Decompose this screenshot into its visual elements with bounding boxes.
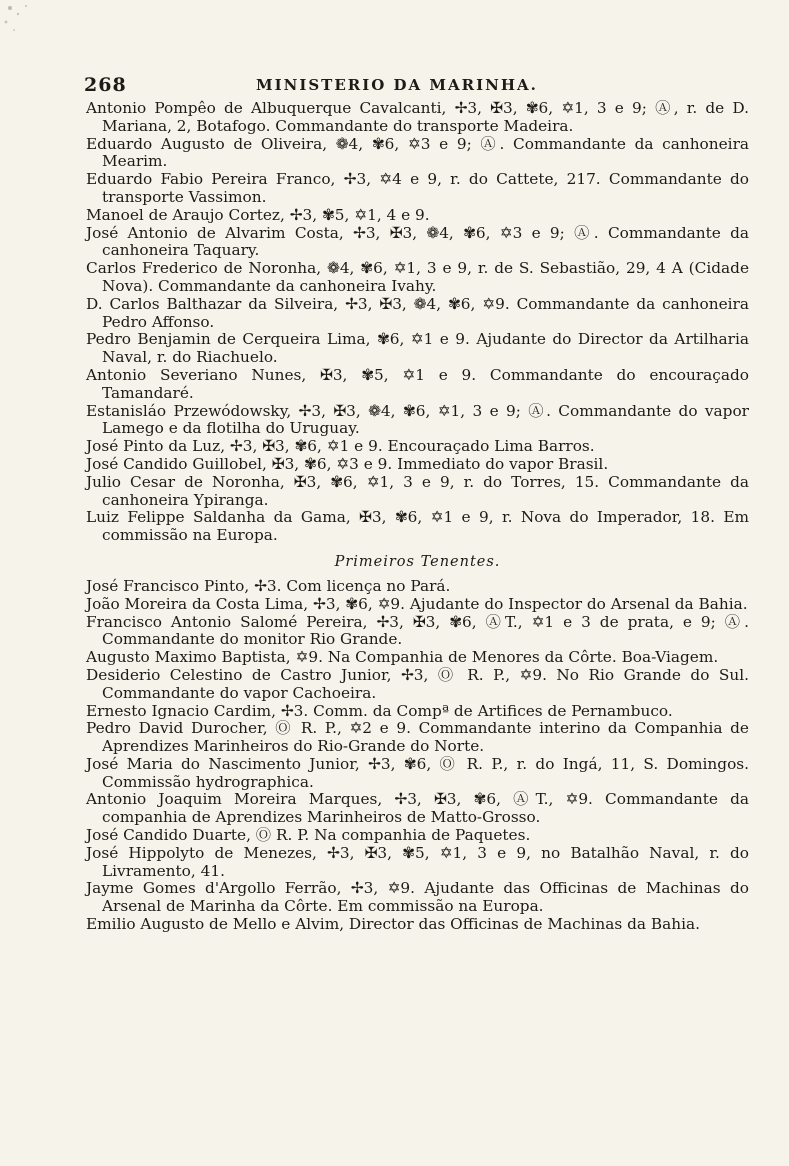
list-item: Julio Cesar de Noronha, ✠3, ✾6, ✡1, 3 e 9, r. do Torres, 15. Commandante da canhoneira Ypiranga. xyxy=(86,472,749,509)
section-title: Primeiros Tenentes. xyxy=(334,553,501,570)
list-item: Luiz Felippe Saldanha da Gama, ✠3, ✾6, ✡1 e 9, r. Nova do Imperador, 18. Em commissão na Europa. xyxy=(86,508,749,545)
list-item: Carlos Frederico de Noronha, ❁4, ✾6, ✡1, 3 e 9, r. de S. Sebastião, 29, 4 A (Cidade Nova). Commandante da canhoneira Ivahy. xyxy=(86,259,749,295)
list-item: Pedro David Durocher, Ⓞ R. P., ✡2 e 9. Commandante interino da Companhia de Aprendizes Marinheiros do Rio-Grande do Norte. xyxy=(86,719,749,756)
officer-list-top xyxy=(86,100,749,545)
list-item: Francisco Antonio Salomé Pereira, ✢3, ✠3, ✾6, ⒶT., ✡1 e 3 de prata, e 9; Ⓐ. Commandante do monitor Rio Grande. xyxy=(86,612,749,649)
list-item: José Pinto da Luz, ✢3, ✠3, ✾6, ✡1 e 9. Encouraçado Lima Barros. xyxy=(86,437,595,456)
officer-list-bottom xyxy=(86,578,749,934)
list-item: Ernesto Ignacio Cardim, ✢3. Comm. da Compª de Artifices de Pernambuco. xyxy=(86,701,673,720)
list-item: Antonio Severiano Nunes, ✠3, ✾5, ✡1 e 9. Commandante do encouraçado Tamandaré. xyxy=(86,365,749,402)
list-item: Eduardo Fabio Pereira Franco, ✢3, ✡4 e 9, r. do Cattete, 217. Commandante do transporte Vassimon. xyxy=(86,170,749,206)
list-item: Desiderio Celestino de Castro Junior, ✢3, Ⓞ R. P., ✡9. No Rio Grande do Sul. Commandante do vapor Cachoeira. xyxy=(86,665,749,702)
list-item: Pedro Benjamin de Cerqueira Lima, ✾6, ✡1 e 9. Ajudante do Director da Artilharia Naval, r. do Riachuelo. xyxy=(86,330,749,367)
list-item: D. Carlos Balthazar da Silveira, ✢3, ✠3, ❁4, ✾6, ✡9. Commandante da canhoneira Pedro Affonso. xyxy=(86,294,749,331)
list-item: Emilio Augusto de Mello e Alvim, Director das Officinas de Machinas da Bahia. xyxy=(86,915,700,934)
page-number: 268 xyxy=(84,74,127,96)
list-item: Eduardo Augusto de Oliveira, ❁4, ✾6, ✡3 e 9; Ⓐ. Commandante da canhoneira Mearim. xyxy=(86,134,749,171)
list-item: Antonio Pompêo de Albuquerque Cavalcanti, ✢3, ✠3, ✾6, ✡1, 3 e 9; Ⓐ, r. de D. Mariana, 2, Botafogo. Commandante do transporte Madeira. xyxy=(86,99,749,135)
list-item: Manoel de Araujo Cortez, ✢3, ✾5, ✡1, 4 e 9. xyxy=(86,205,430,224)
list-item: Antonio Joaquim Moreira Marques, ✢3, ✠3, ✾6, ⒶT., ✡9. Commandante da companhia de Aprendizes Marinheiros de Matto-Grosso. xyxy=(86,790,749,827)
list-item: Jayme Gomes d'Argollo Ferrão, ✢3, ✡9. Ajudante das Officinas de Machinas do Arsenal de Marinha da Côrte. Em commissão na Europa. xyxy=(86,879,749,916)
running-title: MINISTERIO DA MARINHA. xyxy=(256,76,538,94)
paper-stain xyxy=(0,0,60,60)
list-item: Augusto Maximo Baptista, ✡9. Na Companhia de Menores da Côrte. Boa-Viagem. xyxy=(86,648,719,667)
list-item: Estanisláo Przewódowsky, ✢3, ✠3, ❁4, ✾6, ✡1, 3 e 9; Ⓐ. Commandante do vapor Lamego e da flotilha do Uruguay. xyxy=(86,401,749,438)
list-item: José Hippolyto de Menezes, ✢3, ✠3, ✾5, ✡1, 3 e 9, no Batalhão Naval, r. do Livramento, 41. xyxy=(86,843,749,880)
list-item: José Candido Duarte, Ⓞ R. P. Na companhia de Paquetes. xyxy=(86,826,531,845)
list-item: João Moreira da Costa Lima, ✢3, ✾6, ✡9. Ajudante do Inspector do Arsenal da Bahia. xyxy=(86,594,748,613)
list-item: José Candido Guillobel, ✠3, ✾6, ✡3 e 9. Immediato do vapor Brasil. xyxy=(86,454,609,473)
list-item: José Maria do Nascimento Junior, ✢3, ✾6, Ⓞ R. P., r. do Ingá, 11, S. Domingos. Commissão hydrographica. xyxy=(86,754,749,791)
list-item: José Francisco Pinto, ✢3. Com licença no Pará. xyxy=(86,576,451,595)
list-item: José Antonio de Alvarim Costa, ✢3, ✠3, ❁4, ✾6, ✡3 e 9; Ⓐ. Commandante da canhoneira Taquary. xyxy=(86,223,749,260)
page-header xyxy=(86,70,749,100)
